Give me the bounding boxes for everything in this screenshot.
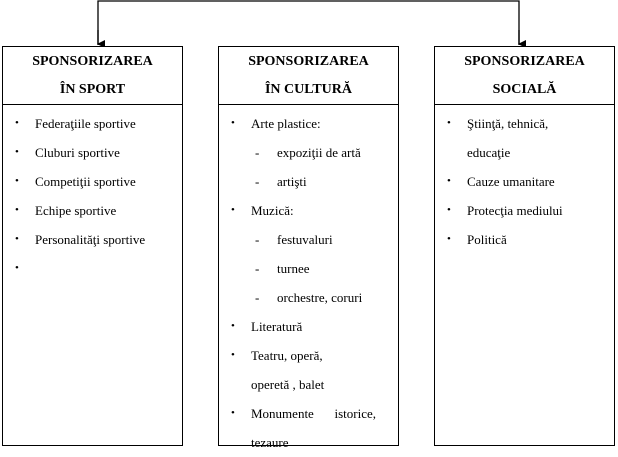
bullet-icon: • [15,262,19,274]
dash-icon: - [255,145,260,160]
sub-list-item: - turnee [219,254,398,283]
bullet-icon: • [15,233,19,245]
box-cultura-header [219,47,398,105]
box-sociala-title-1: SPONSORIZAREA [464,54,585,69]
dash-icon: - [255,290,260,305]
bullet-icon: • [231,349,235,361]
dash-icon: - [255,261,260,276]
list-item: • Teatru, operă, operetă , balet [219,341,335,399]
box-cultura-title-2: ÎN CULTURĂ [264,82,352,97]
bullet-icon: • [231,320,235,332]
sub-list-item: - orchestre, coruri [219,283,398,312]
box-sociala-title-2: SOCIALĂ [492,82,557,97]
list-item: • Echipe sportive [3,196,182,225]
cultura-list [219,105,398,457]
list-item: • Politică [435,225,614,254]
bullet-icon: • [231,117,235,129]
list-item: • Competiţii sportive [3,167,182,196]
list-item: • Arte plastice: [219,109,398,138]
list-item: • Personalităţi sportive [3,225,182,254]
bullet-icon: • [231,204,235,216]
box-sociala-header [435,47,614,105]
sport-list [3,105,182,274]
list-item: • Ştiinţă, tehnică, educaţie [435,109,571,167]
list-item: • Muzică: [219,196,398,225]
connector-top [98,1,519,45]
bullet-icon: • [447,233,451,245]
bullet-icon: • [447,204,451,216]
bullet-icon: • [447,117,451,129]
bullet-icon: • [15,117,19,129]
list-item: • Cauze umanitare [435,167,614,196]
list-item: • Protecţia mediului [435,196,614,225]
bullet-icon: • [15,146,19,158]
bullet-icon: • [15,175,19,187]
sub-list-item: - festuvaluri [219,225,398,254]
box-sociala [434,46,615,446]
bullet-icon: • [447,175,451,187]
dash-icon: - [255,174,260,189]
box-sport-header [3,47,182,105]
box-cultura [218,46,399,450]
list-item: • Federaţiile sportive [3,109,182,138]
box-sport-title-2: ÎN SPORT [59,82,126,97]
sociala-list [435,105,614,254]
box-sport [2,46,183,446]
box-cultura-title-1: SPONSORIZAREA [248,54,369,69]
dash-icon: - [255,232,260,247]
sub-list-item: - artişti [219,167,398,196]
bullet-icon: • [15,204,19,216]
box-sport-title-1: SPONSORIZAREA [32,54,153,69]
list-item: • Literatură [219,312,398,341]
list-item: • Monumente istorice, tezaure [219,399,380,457]
sub-list-item: - expoziţii de artă [219,138,398,167]
bullet-icon: • [231,407,235,419]
list-item: • Cluburi sportive [3,138,182,167]
